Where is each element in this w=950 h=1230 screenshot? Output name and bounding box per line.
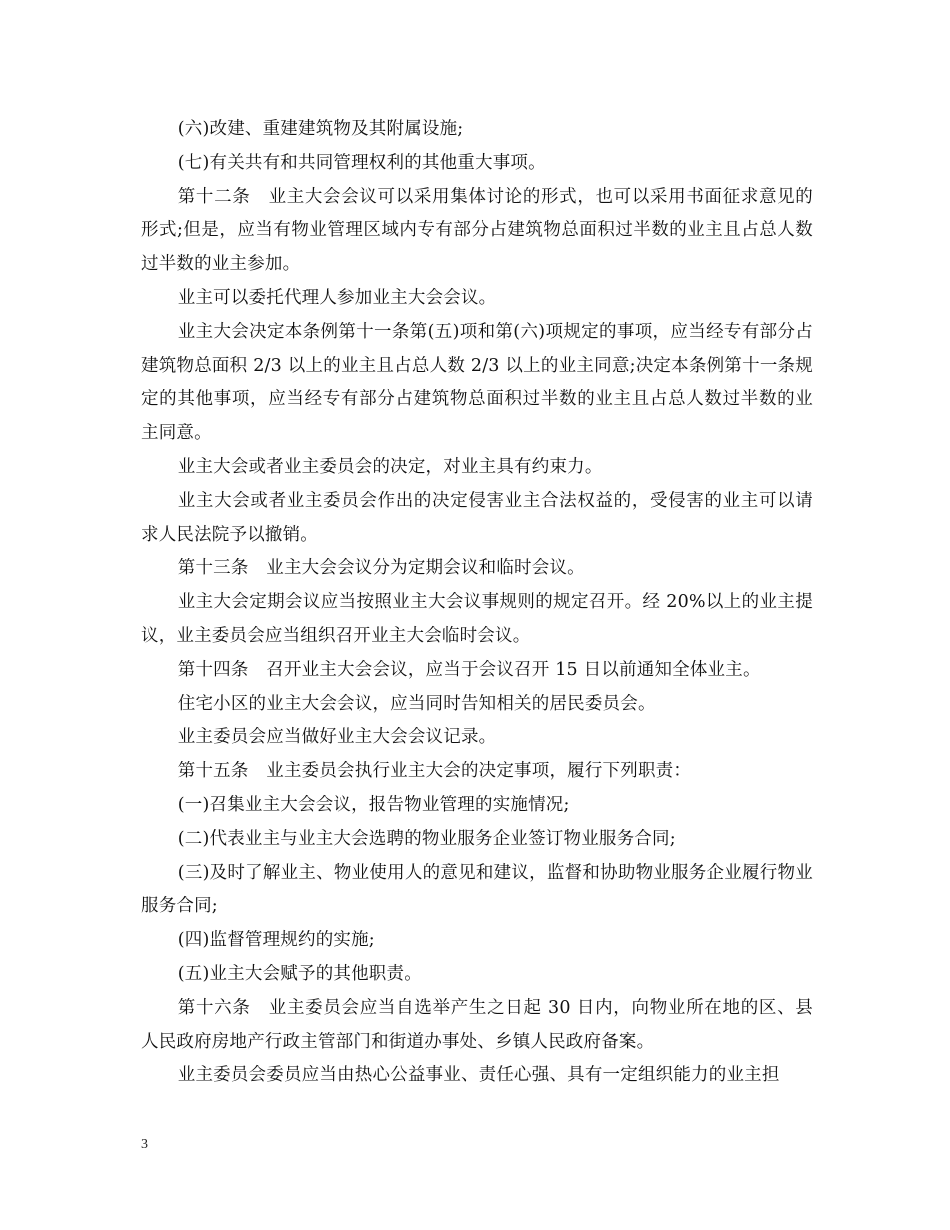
paragraph: 业主大会或者业主委员会作出的决定侵害业主合法权益的，受侵害的业主可以请求人民法院予以撤销。 — [141, 490, 813, 545]
page-number: 3 — [141, 1137, 148, 1152]
paragraph: 业主大会决定本条例第十一条第(五)项和第(六)项规定的事项，应当经专有部分占建筑物总面积 2/3 以上的业主且占总人数 2/3 以上的业主同意;决定本条例第十一条规定的其他事项，应当经专有部分占建筑物总面积过半数的业主且占总人数过半数的业主同意。 — [141, 321, 813, 444]
paragraph: 业主可以委托代理人参加业主大会会议。 — [177, 287, 497, 308]
article-15-paragraph: 第十五条 业主委员会执行业主大会的决定事项，履行下列职责： — [177, 761, 692, 782]
paragraph: 业主委员会委员应当由热心公益事业、责任心强、具有一定组织能力的业主担 — [177, 1065, 780, 1086]
paragraph: 业主大会定期会议应当按照业主大会议事规则的规定召开。经 20%以上的业主提议，业主委员会应当组织召开业主大会临时会议。 — [141, 592, 813, 646]
article-12-paragraph: 第十二条 业主大会会议可以采用集体讨论的形式，也可以采用书面征求意见的形式;但是，应当有物业管理区域内专有部分占建筑物总面积过半数的业主且占总人数过半数的业主参加。 — [141, 186, 813, 275]
article-16-paragraph: 第十六条 业主委员会应当自选举产生之日起 30 日内，向物业所在地的区、县人民政府房地产行政主管部门和街道办事处、乡镇人民政府备案。 — [141, 997, 813, 1052]
document-body — [141, 113, 813, 1093]
list-item: (一)召集业主大会会议，报告物业管理的实施情况; — [177, 794, 570, 815]
paragraph: 业主大会或者业主委员会的决定，对业主具有约束力。 — [177, 456, 603, 477]
paragraph: (六)改建、重建建筑物及其附属设施; — [177, 119, 464, 139]
list-item: (四)监督管理规约的实施; — [177, 930, 375, 951]
paragraph: 住宅小区的业主大会会议，应当同时告知相关的居民委员会。 — [177, 693, 656, 714]
paragraph: 业主委员会应当做好业主大会会议记录。 — [177, 727, 497, 748]
list-item: (五)业主大会赋予的其他职责。 — [177, 963, 422, 984]
paragraph: (七)有关共有和共同管理权利的其他重大事项。 — [177, 152, 546, 173]
list-item: (二)代表业主与业主大会选聘的物业服务企业签订物业服务合同; — [177, 828, 676, 849]
list-item: (三)及时了解业主、物业使用人的意见和建议，监督和协助物业服务企业履行物业服务合同; — [141, 862, 813, 917]
article-14-paragraph: 第十四条 召开业主大会会议，应当于会议召开 15 日以前通知全体业主。 — [177, 659, 761, 680]
article-13-paragraph: 第十三条 业主大会会议分为定期会议和临时会议。 — [177, 558, 585, 579]
